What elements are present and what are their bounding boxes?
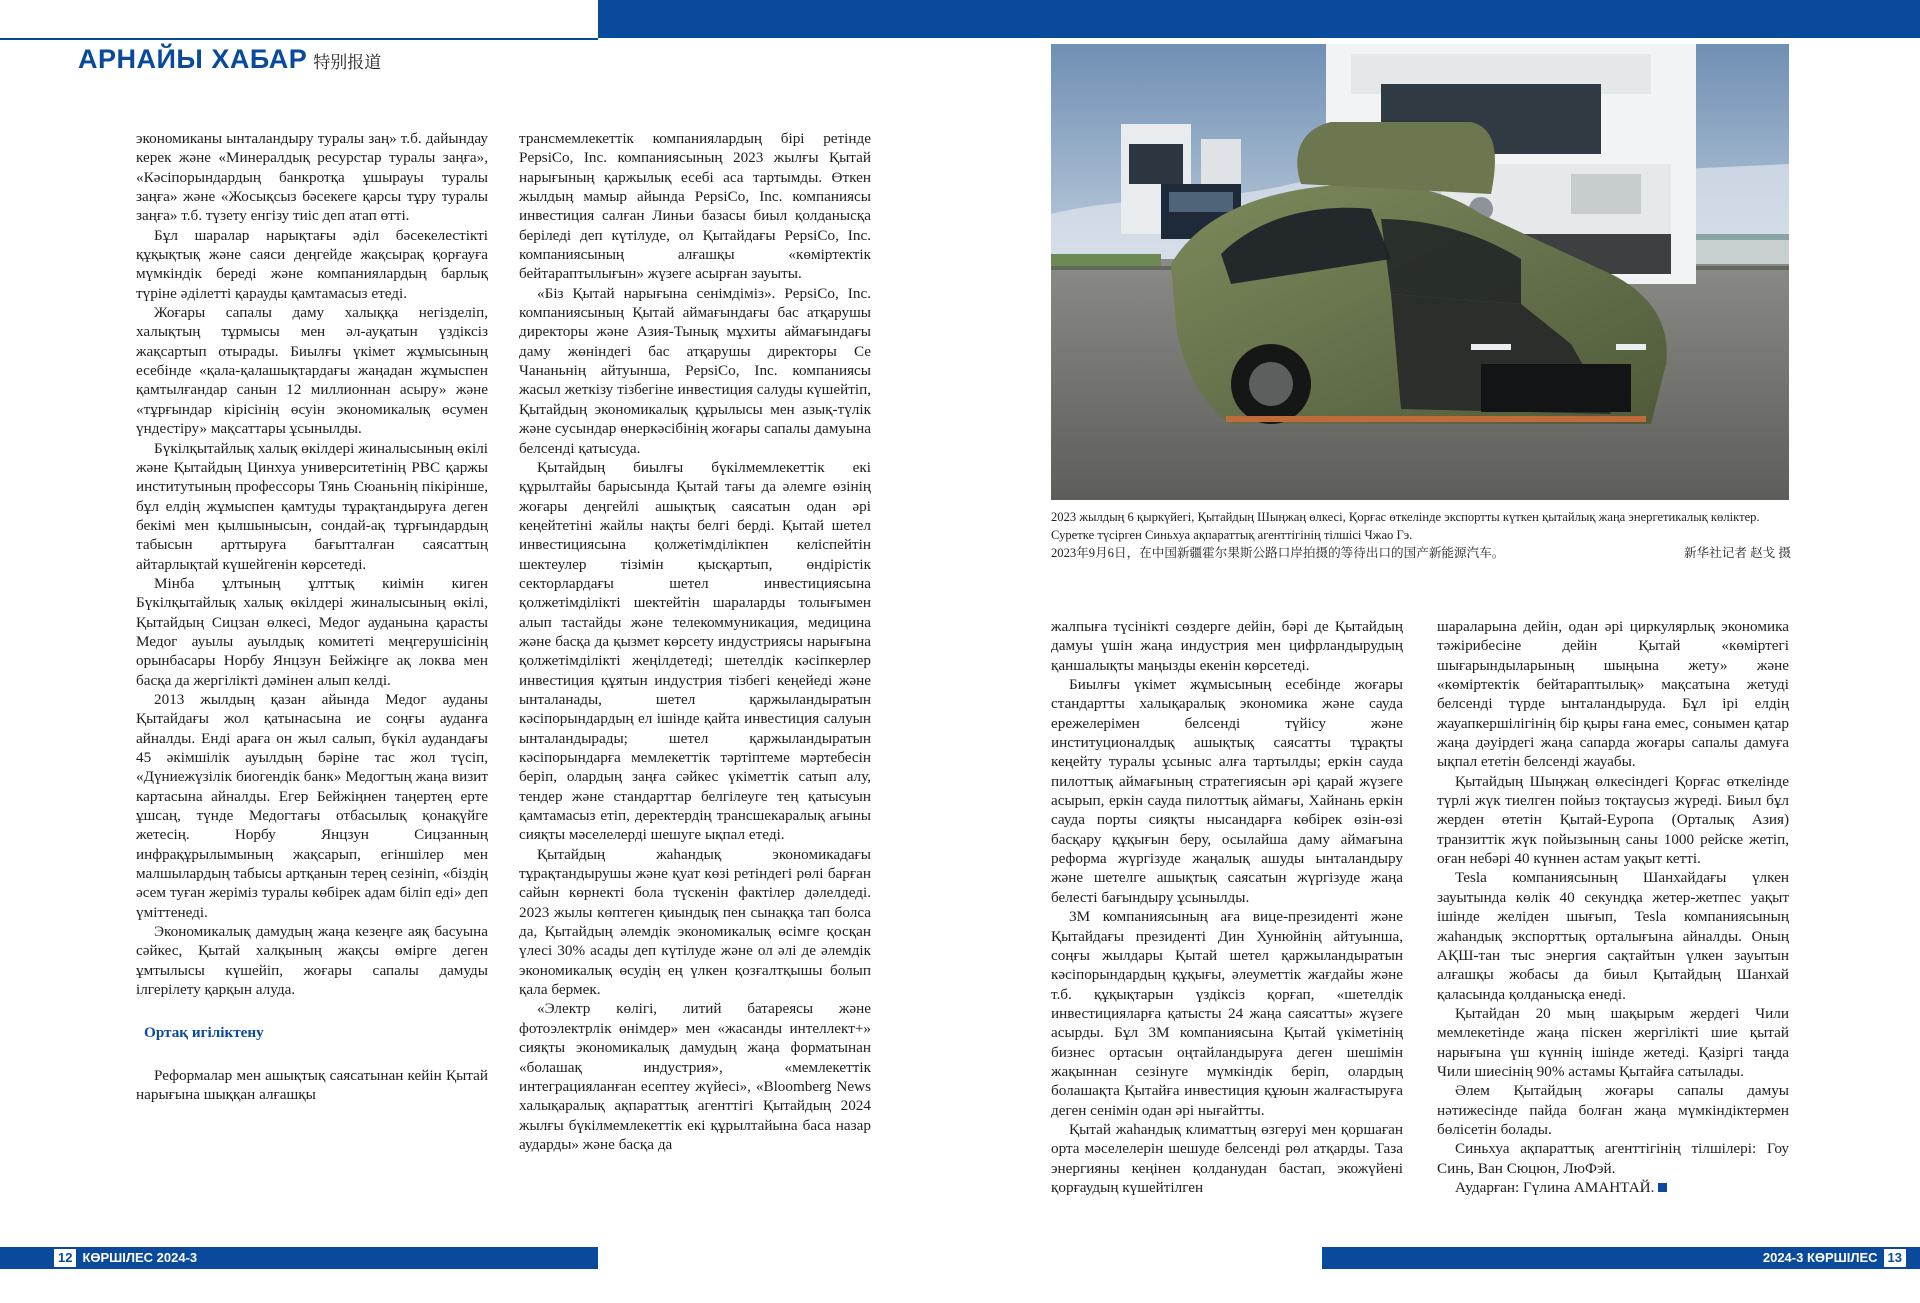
paragraph: Экономикалық дамудың жаңа кезеңге аяқ басуына сәйкес, Қытай халқының жақсы өмірге деген ұмтылысы күшейіп, жоғары сапалы дамуды ілгерілету қарқын алуда. — [136, 923, 488, 999]
text-column-1 — [136, 129, 488, 1105]
paragraph: Әлем Қытайдың жоғары сапалы дамуы нәтижесінде пайда болған жаңа мүмкіндіктермен бөлісетін болады. — [1437, 1082, 1789, 1138]
paragraph: 3M компаниясының аға вице-президенті және Қытайдағы президенті Дин Хунюйнің айтуынша, соңғы жылдары Қытай шетел қаржыландыратын кәсіпорындардың құқығы, әлеуметтік жағдайы және т.б. құқықтарын үздіксіз қорғап, «шетелдік инвестицияларға қатысты 24 жаңа саясатты» жүзеге асырды. Бұл 3M компаниясына Қытай үкіметінің бизнес ортасын оңтайландыруға деген шешімін жақыннан сезінуге мүмкіндік беріп, олардың болашақта Қытайға инвестиция құюын жалғастыруға деген сенімін одан әрі нығайтты. — [1051, 908, 1403, 1119]
photo-ev-cars-at-border — [1051, 44, 1789, 500]
paragraph: Қытайдың биылғы бүкілмемлекеттік екі құрылтайы барысында Қытай тағы да әлемге өзінің жоғары деңгейлі ашықтық саясатын одан әрі кеңейтетіні жайлы нақты белгі берді. Қытай шетел инвестициясына қолжетімділікпен келіспейтін шектеулер тізімін қысқартып, өндірістік секторлардағы шетел инвестициясына қолжетімділікті шектейтін шараларды толығымен алып тастайды және телекоммуникация, медицина және басқа да қызмет көрсету индустриясы нарығына қолжетімділікті жеңілдетеді; шетелдік кәсіпкерлер инвестиция құятын индустрия тізбегі кеңейеді және ынталанады, шетел қаржыландыратын кәсіпорындардың ел ішінде қайта инвестиция салуын ынталандырады; шетел қаржыландыратын кәсіпорындарға мемлекеттік тәртіптеме мәртебесін беріп, олардың заңға сәйкес үкіметтік сатып алу, тендер және стандарттар белгілеуге тең қатысуын қамтамасыз етіп, деректердің трансшекаралық ағыны сияқты мәселелерді шешуге ықпал етеді. — [519, 458, 871, 844]
page-number-left: 12 — [54, 1249, 76, 1267]
photo-caption — [1051, 508, 1791, 562]
text-column-2 — [519, 129, 871, 1154]
section-title-kz: АРНАЙЫ ХАБАР — [78, 44, 308, 74]
paragraph: жалпыға түсінікті сөздерге дейін, бәрі де Қытайдың дамуы үшін жаңа индустрия мен цифрландырудың қаншалықты маңызды екенін көрсетеді. — [1051, 618, 1403, 674]
paragraph: Бұл шаралар нарықтағы әділ бәсекелестікті құқықтық және саяси деңгейде жақсырақ қорғауға мүмкіндік береді және компаниялардың барлық түріне әділетті қарауды қамтамасыз етеді. — [136, 226, 488, 302]
paragraph: Биылғы үкімет жұмысының есебінде жоғары стандартты халықаралық экономика және сауда ережелерімен белсенді түйісу және институционалдық ашықтық саясатты тұрақты кеңейту туралы ұсыныс алға тартылды; еркін сауда пилоттық аймағының стратегиясын әрі қарай жүзеге асырып, еркін сауда пилоттық аймағы, Хайнань еркін сауда порты сияқты нысандарға көбірек өзін-өзі басқару құқығын беру, осылайша даму аймағына реформа жүргізуде жаңалық ашуды ынталандыру және шетелге ашықтық саясатын жүргізуде жаңа белесті бағындыру ұсынылды. — [1051, 676, 1403, 906]
footer-magazine-left: КӨРШІЛЕС 2024-3 — [82, 1250, 198, 1265]
caption-cn-credit: 新华社记者 赵戈 摄 — [1683, 546, 1791, 560]
translator-text: Аударған: Гүлина АМАНТАЙ. — [1455, 1178, 1655, 1196]
text-column-4 — [1437, 617, 1789, 1197]
paragraph: Бүкілқытайлық халық өкілдері жиналысының өкілі және Қытайдың Цинхуа университетінің PBC қаржы институтының профессоры Тянь Сюаньнің пікірінше, бұл елдің жұмыспен қамтуды тұрақтандыруға деген бекімі мен қылшынысын, сондай-ақ тұрғындардың табысын арттыруға бағытталған саясаттың айтарлықтай күшейгенін көрсетеді. — [136, 439, 488, 573]
section-title-cn: 特别报道 — [313, 53, 382, 72]
paragraph: Синьхуа ақпараттық агенттігінің тілшілері: Гоу Синь, Ван Сюцюн, ЛюФэй. — [1437, 1140, 1789, 1177]
caption-kz-line-2: Суретке түсірген Синьхуа ақпараттық агенттігінің тілшісі Чжао Гэ. — [1051, 528, 1413, 542]
footer-magazine-right: 2024-3 КӨРШІЛЕС — [1762, 1250, 1878, 1265]
paragraph: «Біз Қытай нарығына сенімдіміз». PepsiCo, Inc. компаниясының Қытай аймағындағы бас атқарушы директоры және Азия-Тынық мұхиты аймағындағы даму жөніндегі бас атқарушы директоры Се Чананьнің айтуынша, PepsiCo, Inc. компаниясы жасыл жеткізу тізбегіне инвестиция салуды күшейтіп, Қытайдың экономикалық құрылысы мен азық-түлік және сусындар өнеркәсібінің жоғары сапалы дамуына белсенді қатысуда. — [519, 284, 871, 457]
paragraph: экономиканы ынталандыру туралы заң» т.б. дайындау керек және «Минералдық ресурстар туралы заңға», «Кәсіпорындардың банкротқа ұшырауы туралы заңға» және «Жосықсыз бәсекеге қарсы тұру туралы заңға» т.б. түзету енгізу тиіс деп атап өтті. — [136, 130, 488, 225]
end-mark-icon — [1658, 1183, 1667, 1192]
paragraph: «Электр көлігі, литий батареясы және фотоэлектрлік өнімдер» мен «жасанды интеллект+» сияқты экономикалық дамудың жаңа форматынан «болашақ индустрия», «мемлекеттік интеграцияланған есептеу жүйесі», «Bloomberg News халықаралық ақпараттық агенттігі Қытайдың 2024 жылғы бүкілмемлекеттік екі құрылтайына баса назар аударды» және басқа да — [519, 1000, 871, 1153]
translator-credit — [1437, 1178, 1789, 1197]
caption-kz-line-1: 2023 жылдың 6 қыркүйегі, Қытайдың Шыңжаң өлкесі, Қорғас өткелінде экспортты күткен қытайлық жаңа энергетикалық көліктер. — [1051, 510, 1760, 524]
paragraph: Tesla компаниясының Шанхайдағы үлкен зауытында көлік 40 секундқа жетер-жетпес уақыт ішінде желіден шығып, Tesla компаниясының жаһандық экспорттық орталығына айналды. Оның АҚШ-тан тыс энергия сақтайтын үлкен зауытын алғашқы жобасы да биыл Қытайдың Шанхай қаласында қолданысқа енеді. — [1437, 869, 1789, 1003]
paragraph: Қытайдан 20 мың шақырым жердегі Чили мемлекетінде жаңа піскен жергілікті шие қытай нарығына үш күннің ішінде жетеді. Қазіргі таңда Чили шиесінің 90% астамы Қытайға сатылады. — [1437, 1004, 1789, 1080]
footer-left — [0, 1247, 598, 1269]
paragraph: шараларына дейін, одан әрі циркулярлық экономика тәжірибесіне дейін Қытай «көміртегі шығарындыларының шыңына жету» және «көміртектік бейтараптылық» мақсатына жетуді белсенді түрде ынталандыруда. Бұл ірі елдің жауапкершілігінің бір қыры ғана емес, сонымен қатар жаңа дәуірдегі жаңа сапарда жоғары сапалы дамуға ықпал ететін белсенді жауабы. — [1437, 618, 1789, 771]
paragraph: Қытай жаһандық климаттың өзгеруі мен қоршаған орта мәселелерін шешуде белсенді рөл атқарды. Таза энергияны кеңінен қолданудан бастап, экожүйені қорғаудың күшейтілген — [1051, 1120, 1403, 1196]
paragraph: Қытайдың Шыңжаң өлкесіндегі Қорғас өткелінде түрлі жүк тиелген пойыз тоқтаусыз жүреді. Биыл бұл жерден өтетін Қытай-Еуропа (Орталық Азия) транзиттік жүк пойызының саны 1000 рейске жетіп, оған небәрі 40 күннен астам уақыт кетті. — [1437, 772, 1789, 868]
caption-cn: 2023年9月6日，在中国新疆霍尔果斯公路口岸拍摄的等待出口的国产新能源汽车。 — [1051, 546, 1505, 560]
text-column-3 — [1051, 617, 1403, 1197]
section-title — [78, 44, 381, 75]
page-number-right: 13 — [1884, 1249, 1906, 1267]
footer-right — [1322, 1247, 1920, 1269]
paragraph: Жоғары сапалы даму халыққа негізделіп, халықтың тұрмысы мен әл-ауқатын үздіксіз жақсартып отырады. Биылғы үкімет жұмысының есебінде «қала-қалашықтардағы жаңадан жұмыспен қамтылғандар санын 12 миллионнан асыру» және «тұрғындар кірісінің өсуін экономикалық өсумен үндестіру» мақсаттары ұсынылды. — [136, 304, 488, 438]
car-photo-illustration — [1051, 44, 1789, 500]
top-color-bar — [598, 0, 1920, 38]
subheading: Ортақ игіліктену — [144, 1024, 264, 1042]
paragraph: Реформалар мен ашықтық саясатынан кейін Қытай нарығына шыққан алғашқы — [136, 1066, 488, 1104]
top-rule — [0, 38, 598, 40]
caption-cn-row — [1051, 544, 1791, 562]
paragraph: 2013 жылдың қазан айында Медог ауданы Қытайдағы жол қатынасына ие соңғы ауданға айналды. Енді араға он жыл салып, бүкіл аудандағы 45 әкімшілік ауылдың бәріне тас жол түсіп, «Дүниежүзілік биогендік банк» Медогтың жаңа визит картасына айналды. Егер Бейжіңнен таңертең ерте ұшсаң, түнде Медогтағы отбасылық қонақүйге жетесің. Норбу Янцзун Сицзанның инфрақұрылымының жақсарып, егіншілер мен малшылардың табысы артқанын терең сезініп, «біздің әсем туған жеріміз туралы көбірек адам біліп еді» деп үміттенеді. — [136, 690, 488, 921]
paragraph: Қытайдың жаһандық экономикадағы тұрақтандырушы және қуат көзі ретіндегі рөлі барған сайын көрнекті бола түскенін фактілер дәлелдеді. 2023 жылы көптеген қиындық пен сынаққа тап болса да, Қытайдың әлемдік экономикалық өсімге қосқан үлесі 30% асады деп күтілуде және ол әлі де әлемдік экономикалық өсудің ең үлкен қозғалтқышы болып қала бермек. — [519, 845, 871, 999]
paragraph: трансмемлекеттік компаниялардың бірі ретінде PepsiCo, Inc. компаниясының 2023 жылғы Қытай нарығының қаржылық есебі аса тартымды. Өткен жылдың мамыр айында PepsiCo, Inc. компаниясы инвестиция салған Линьи базасы биыл қолданысқа беріледі деп күтілуде, ол Қытайдағы PepsiCo, Inc. компаниясының алғашқы «көміртектік бейтараптылығын» жүзеге асырған зауыты. — [519, 130, 871, 283]
paragraph: Мінба ұлтының ұлттық киімін киген Бүкілқытайлық халық өкілдері жиналысының өкілі, Қытайдың Сицзан өлкесі, Медог ауданына қарасты Медог ауылы ауылдық комитеті меңгерушісінің орынбасары Норбу Янцзун Бейжіңге ақ локва мен басқа да жергілікті дәмінен алып келді. — [136, 574, 488, 689]
